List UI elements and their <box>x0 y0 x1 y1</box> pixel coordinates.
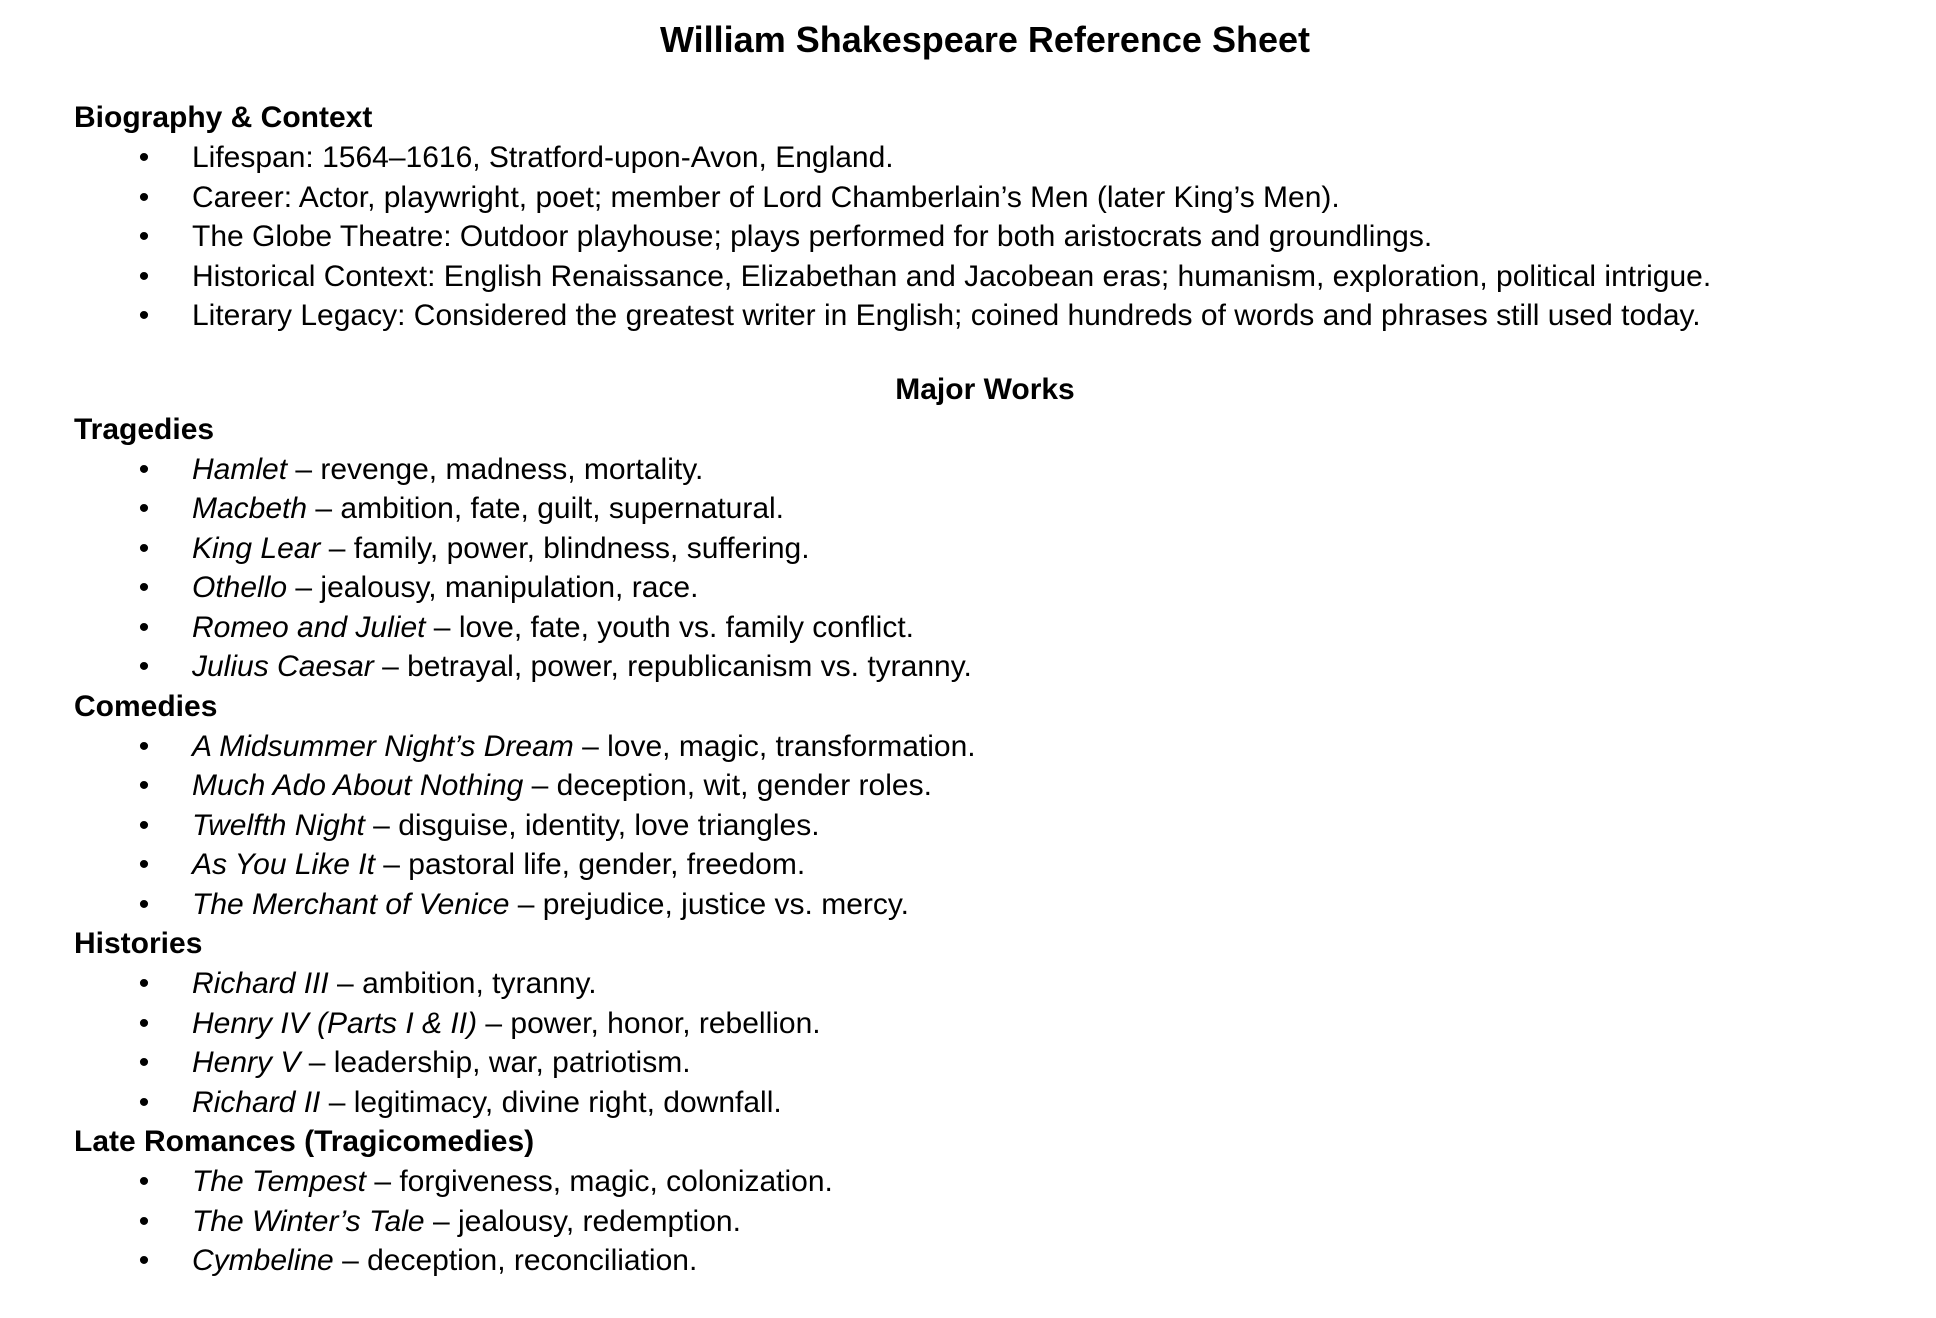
work-description: – ambition, tyranny. <box>328 967 597 1000</box>
work-title: Richard III <box>192 967 329 1000</box>
bullet-icon: • <box>138 1046 150 1079</box>
bullet-icon: • <box>138 299 150 332</box>
work-description: – revenge, madness, mortality. <box>287 452 704 486</box>
list-item <box>74 138 1896 178</box>
work-description: – disguise, identity, love triangles. <box>364 808 820 842</box>
biography-heading: Biography & Context <box>74 101 373 134</box>
comedies-heading: Comedies <box>74 689 218 723</box>
work-description: – love, magic, transformation. <box>573 729 976 763</box>
major-works-heading: Major Works <box>895 372 1075 406</box>
list-item <box>74 1004 1896 1044</box>
bullet-icon: • <box>138 492 150 525</box>
list-item <box>74 647 1896 687</box>
work-title: Henry V <box>192 1046 301 1079</box>
work-title: A Midsummer Night’s Dream <box>192 729 574 763</box>
tragedies-heading: Tragedies <box>74 412 215 446</box>
bullet-icon: • <box>138 1165 150 1198</box>
list-item <box>74 885 1896 925</box>
work-description: – ambition, fate, guilt, supernatural. <box>307 492 785 525</box>
work-title: The Tempest <box>192 1165 366 1198</box>
list-item <box>74 845 1896 885</box>
list-item <box>74 450 1896 490</box>
list-item <box>74 296 1896 336</box>
work-description: – love, fate, youth vs. family conflict. <box>425 610 915 644</box>
list-item <box>74 217 1896 257</box>
bullet-icon: • <box>138 769 150 802</box>
work-description: – jealousy, manipulation, race. <box>287 571 699 604</box>
work-description: – legitimacy, divine right, downfall. <box>320 1085 782 1119</box>
work-description: – prejudice, justice vs. mercy. <box>509 887 909 921</box>
list-item <box>74 964 1896 1004</box>
work-description: – jealousy, redemption. <box>424 1204 741 1238</box>
comedies-list <box>74 727 1896 925</box>
work-title: Hamlet <box>192 452 288 486</box>
tragedies-list <box>74 450 1896 687</box>
bullet-icon: • <box>138 1204 150 1238</box>
work-description: – deception, wit, gender roles. <box>523 769 932 802</box>
work-description: – forgiveness, magic, colonization. <box>365 1165 833 1198</box>
work-description: – deception, reconciliation. <box>333 1244 698 1277</box>
list-item <box>74 568 1896 608</box>
work-title: The Merchant of Venice <box>192 887 510 921</box>
bullet-icon: • <box>138 531 150 565</box>
bullet-icon: • <box>138 1006 150 1040</box>
work-title: Cymbeline <box>192 1244 334 1277</box>
list-item <box>74 1083 1896 1123</box>
list-item <box>74 727 1896 767</box>
romances-list <box>74 1162 1896 1281</box>
list-item <box>74 1043 1896 1083</box>
work-title: Twelfth Night <box>192 808 365 842</box>
list-item <box>74 608 1896 648</box>
bullet-icon: • <box>138 141 150 174</box>
list-item <box>74 806 1896 846</box>
work-title: Macbeth <box>192 492 308 525</box>
bullet-icon: • <box>138 650 150 683</box>
work-title: King Lear <box>192 531 321 565</box>
work-description: – betrayal, power, republicanism vs. tyranny. <box>373 650 972 683</box>
bullet-icon: • <box>138 729 150 763</box>
work-title: Othello <box>192 571 288 604</box>
histories-heading: Histories <box>74 927 203 960</box>
bullet-icon: • <box>138 180 150 214</box>
work-description: – power, honor, rebellion. <box>477 1006 821 1040</box>
bullet-icon: • <box>138 610 150 644</box>
bio-item-text: Lifespan: 1564–1616, Stratford-upon-Avon, England. <box>192 141 894 174</box>
bullet-icon: • <box>138 220 150 253</box>
work-title: Julius Caesar <box>192 650 374 683</box>
work-description: – pastoral life, gender, freedom. <box>374 848 806 881</box>
work-title: Romeo and Juliet <box>192 610 426 644</box>
bullet-icon: • <box>138 808 150 842</box>
list-item <box>74 178 1896 218</box>
histories-list <box>74 964 1896 1122</box>
bio-item-text: Historical Context: English Renaissance, Elizabethan and Jacobean eras; humanism, exploration, political intrigue. <box>192 259 1712 293</box>
bio-item-text: The Globe Theatre: Outdoor playhouse; plays performed for both aristocrats and groundlings. <box>192 220 1433 253</box>
bullet-icon: • <box>138 571 150 604</box>
list-item <box>74 489 1896 529</box>
biography-list <box>74 138 1896 336</box>
list-item <box>74 1162 1896 1202</box>
bio-item-text: Literary Legacy: Considered the greatest writer in English; coined hundreds of words and phrases still used today. <box>192 299 1701 332</box>
bullet-icon: • <box>138 1085 150 1119</box>
list-item <box>74 766 1896 806</box>
work-description: – leadership, war, patriotism. <box>300 1046 691 1079</box>
document-title: William Shakespeare Reference Sheet <box>660 19 1310 60</box>
list-item <box>74 1241 1896 1281</box>
bullet-icon: • <box>138 1244 150 1277</box>
list-item <box>74 257 1896 297</box>
bullet-icon: • <box>138 259 150 293</box>
list-item <box>74 529 1896 569</box>
work-description: – family, power, blindness, suffering. <box>320 531 810 565</box>
work-title: Henry IV (Parts I & II) <box>192 1006 478 1040</box>
work-title: Richard II <box>192 1085 321 1119</box>
romances-heading: Late Romances (Tragicomedies) <box>74 1125 535 1158</box>
bullet-icon: • <box>138 887 150 921</box>
bullet-icon: • <box>138 848 150 881</box>
list-item <box>74 1202 1896 1242</box>
work-title: The Winter’s Tale <box>192 1204 425 1238</box>
work-title: Much Ado About Nothing <box>192 769 524 802</box>
bullet-icon: • <box>138 967 150 1000</box>
work-title: As You Like It <box>192 848 375 881</box>
bio-item-text: Career: Actor, playwright, poet; member of Lord Chamberlain’s Men (later King’s Men). <box>192 180 1340 214</box>
bullet-icon: • <box>138 452 150 486</box>
